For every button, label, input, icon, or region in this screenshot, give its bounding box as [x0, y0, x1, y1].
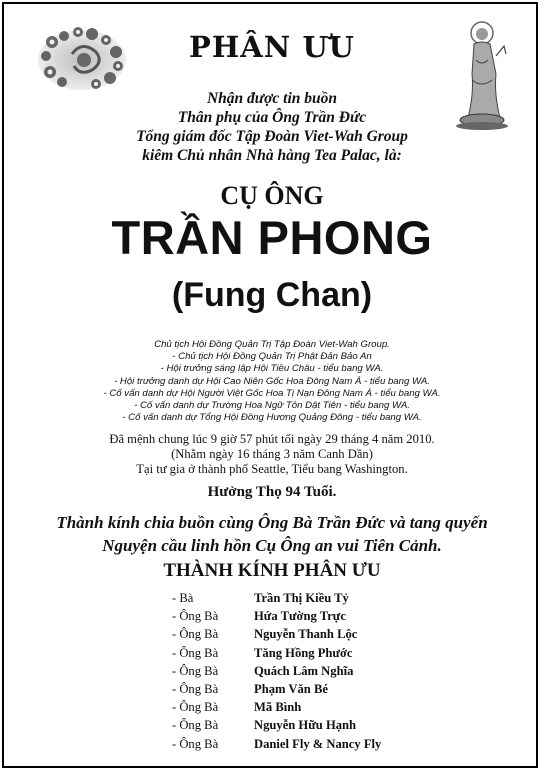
signer-name: Trần Thị Kiều Tỷ [254, 591, 349, 605]
signer-name: Nguyễn Hữu Hạnh [254, 718, 357, 733]
signer-row [172, 609, 492, 627]
deceased-alias: (Fung Chan) [171, 276, 373, 314]
passing-line: Đã mệnh chung lúc 9 giờ 57 phút tối ngày 29 tháng 4 năm 2010. [109, 432, 435, 446]
intro-line: Tổng giám đốc Tập Đoàn Viet-Wah Group [136, 128, 408, 145]
deceased-name: TRẦN PHONG [111, 211, 433, 264]
signer-title: - Ông Bà [172, 736, 219, 751]
signer-row [172, 718, 492, 736]
signer-title: - Ông Bà [172, 700, 219, 715]
notice-title: PHÂN ƯU [189, 30, 355, 64]
signer-title: - Bà [172, 591, 194, 605]
signer-name: Mã Bình [254, 700, 302, 715]
intro-line: Nhận được tin buồn [206, 90, 338, 107]
positions-list [0, 339, 544, 424]
signer-row [172, 682, 492, 700]
signer-name: Hứa Tường Trực [254, 609, 346, 624]
signer-title: - Ông Bà [172, 645, 219, 660]
position-item: - Cố vấn danh dự Trường Hoa Ngữ Tôn Dật Tiên - tiểu bang WA. [134, 400, 410, 412]
position-item: - Cố vấn danh dự Hội Người Việt Gốc Hoa Tị Nạn Đông Nam Á - tiểu bang WA. [103, 387, 441, 399]
position-item: - Hội trưởng sáng lập Hội Tiều Châu - tiểu bang WA. [160, 363, 384, 375]
signer-name: Quách Lâm Nghĩa [254, 663, 354, 678]
signer-row [172, 664, 492, 682]
passing-line: (Nhằm ngày 16 tháng 3 năm Canh Dần) [171, 447, 373, 461]
signer-title: - Ông Bà [172, 627, 219, 642]
closing-heading: THÀNH KÍNH PHÂN ƯU [163, 560, 381, 581]
intro-line: Thân phụ của Ông Trần Đức [177, 109, 367, 126]
signer-row [172, 737, 492, 755]
condolence-line: Thành kính chia buồn cùng Ông Bà Trần Đức và tang quyến [56, 513, 488, 532]
signer-title: - Ông Bà [172, 681, 219, 696]
signer-name: Tăng Hồng Phước [254, 645, 353, 660]
signer-title: - Ông Bà [172, 663, 219, 678]
condolence-line: Nguyện cầu linh hồn Cụ Ông an vui Tiên Cảnh. [102, 536, 442, 555]
signer-row [172, 646, 492, 664]
passing-details [0, 432, 544, 477]
signer-title: - Ông Bà [172, 718, 219, 733]
signer-row [172, 591, 492, 609]
intro-block [0, 89, 544, 165]
age-line: Hưởng Thọ 94 Tuổi. [207, 484, 337, 500]
position-item: - Chủ tịch Hội Đồng Quản Trị Phật Đản Bảo An [172, 351, 372, 363]
signer-name: Nguyễn Thanh Lộc [254, 627, 358, 642]
position-item: - Cố vấn danh dự Tổng Hội Đồng Hương Quảng Đông - tiểu bang WA. [122, 412, 422, 424]
signer-row [172, 700, 492, 718]
intro-line: kiêm Chủ nhân Nhà hàng Tea Palac, là: [142, 147, 402, 164]
position-item: - Hội trưởng danh dự Hội Cao Niên Gốc Hoa Đông Nam Á - tiểu bang WA. [114, 375, 430, 387]
honorific: CỤ ÔNG [220, 181, 324, 210]
passing-line: Tại tư gia ở thành phố Seattle, Tiểu bang Washington. [136, 462, 408, 476]
signer-name: Phạm Văn Bé [254, 681, 328, 696]
signers-list [172, 591, 492, 755]
position-item: Chủ tịch Hội Đồng Quản Trị Tập Đoàn Viet-Wah Group. [154, 339, 390, 350]
condolence-block [0, 511, 544, 557]
signer-row [172, 627, 492, 645]
signer-title: - Ông Bà [172, 609, 219, 624]
signer-name: Daniel Fly & Nancy Fly [254, 736, 382, 751]
